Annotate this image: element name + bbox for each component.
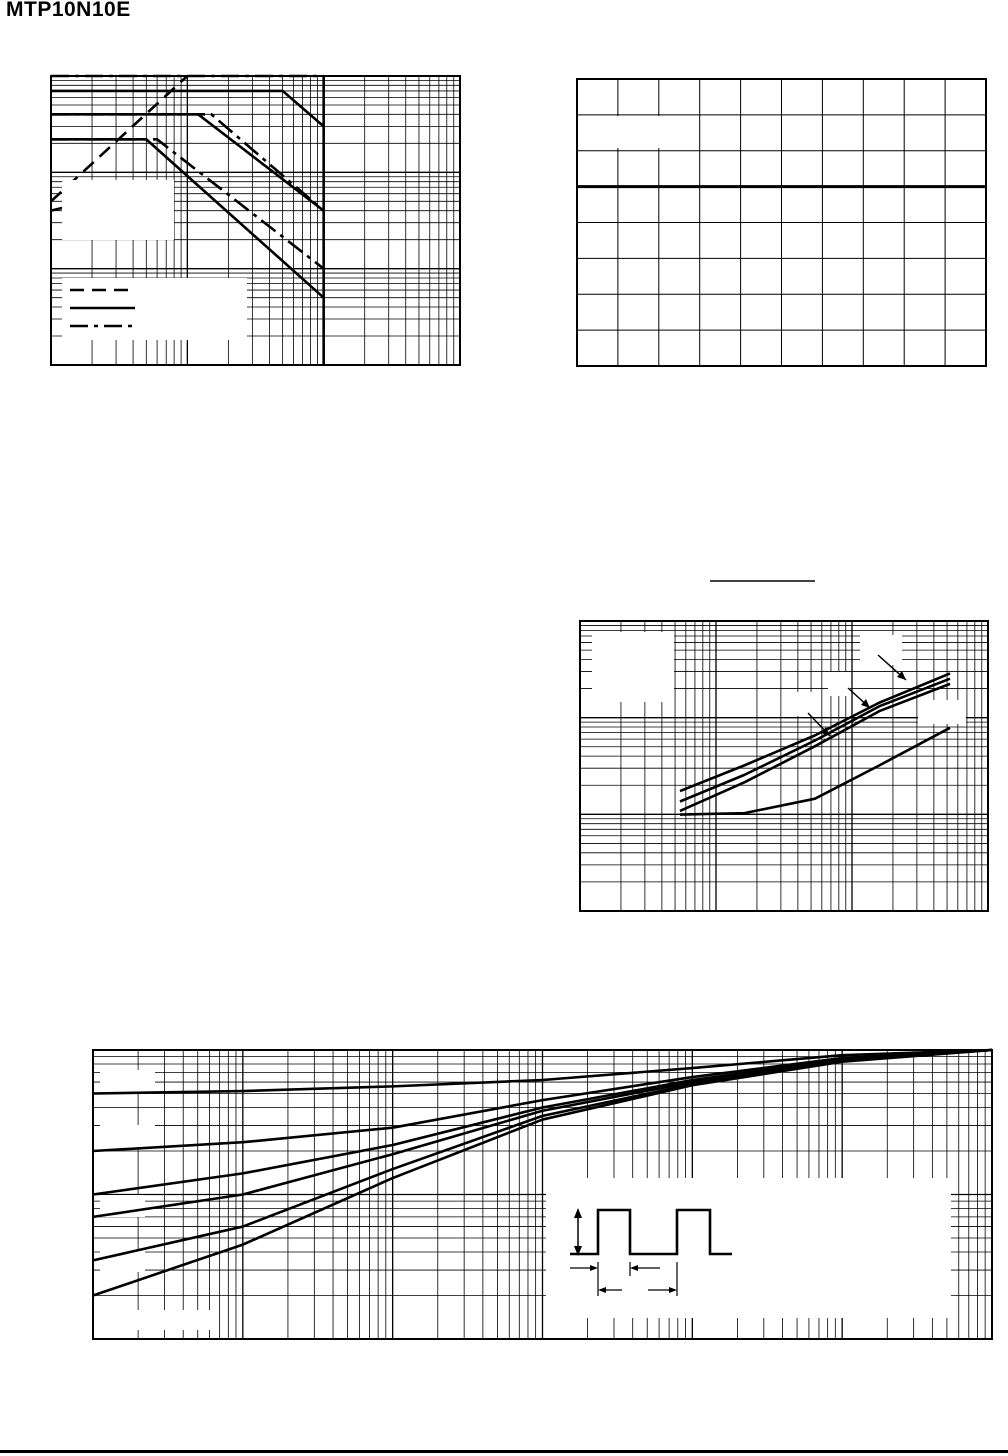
thermal-label-box (100, 1125, 155, 1147)
table-label-cell (600, 116, 690, 148)
thermal-label-box (100, 1070, 155, 1092)
thermal-response-chart (93, 1050, 992, 1339)
capacitance-chart (580, 581, 988, 911)
safe-operating-area-chart (51, 76, 460, 365)
soa-annotation-box (62, 180, 174, 240)
thermal-inset-box (546, 1178, 951, 1318)
cap-label-box (860, 635, 902, 665)
footer-rule (0, 1450, 1008, 1453)
cap-series-line (680, 679, 950, 802)
thermal-label-box (100, 1310, 210, 1330)
table-grid-chart (577, 79, 986, 366)
cap-series-line (680, 684, 950, 811)
cap-label-box (918, 700, 966, 724)
cap-annotation-box (592, 632, 674, 702)
cap-label-box (785, 692, 813, 716)
page-title: MTP10N10E (6, 0, 131, 21)
cap-label-box (828, 672, 850, 696)
